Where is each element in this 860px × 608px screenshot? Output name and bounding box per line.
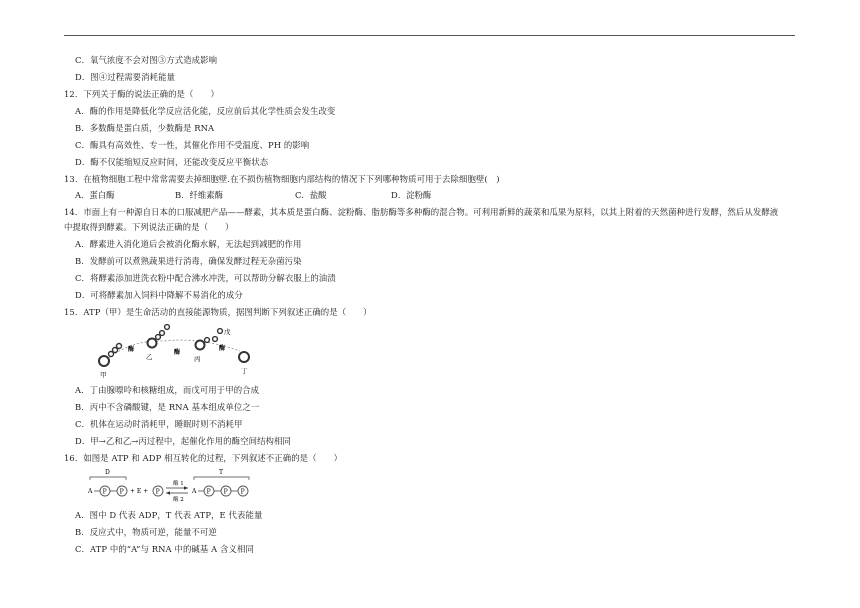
q16-left-a: A: [88, 488, 93, 495]
q16-enzyme-2: 酶 2: [173, 497, 184, 503]
q14-option-d: D．可将酵素加入饲料中降解不易消化的成分: [75, 290, 243, 300]
q11-option-d: D．图④过程需要消耗能量: [75, 72, 176, 82]
q15-label-enzyme-2: 酶: [174, 349, 181, 356]
q16-label-d: D: [105, 469, 110, 476]
q13-option-c: C．盐酸: [295, 190, 327, 200]
q16-right-p-3: P: [240, 488, 245, 496]
q16-left-p-1: P: [102, 488, 107, 496]
q14-stem-line2: 中提取得到酵素。下列说法正确的是（ ）: [64, 222, 234, 232]
q12-option-d: D．酶不仅能缩短反应时间，还能改变反应平衡状态: [75, 157, 269, 167]
q15-option-b: B．丙中不含磷酸键，是 RNA 基本组成单位之一: [75, 402, 260, 412]
q16-option-b: B．反应式中，物质可逆，能量不可逆: [75, 527, 217, 537]
q13-stem: 13．在植物细胞工程中常常需要去掉细胞壁.在不损伤植物细胞内部结构的情况下下列哪种物质可用于去除细胞壁( ): [64, 174, 500, 184]
q16-plus-e: + E +: [130, 488, 149, 495]
q13-option-d: D．淀粉酶: [391, 190, 432, 200]
q12-stem: 12．下列关于酶的说法正确的是（ ）: [64, 89, 219, 99]
q15-label-ding: 丁: [241, 367, 248, 375]
q16-option-c: C．ATP 中的“A”与 RNA 中的碱基 A 含义相同: [75, 544, 254, 554]
q16-right-a: A: [192, 488, 197, 495]
q15-label-yi: 乙: [146, 353, 153, 361]
q15-molecule-ding: [239, 352, 249, 362]
q14-option-b: B．发酵前可以煮熟蔬果进行消毒，确保发酵过程无杂菌污染: [75, 256, 302, 266]
q12-option-c: C．酶具有高效性、专一性，其催化作用不受温度、PH 的影响: [75, 140, 310, 150]
q16-right-p-2: P: [223, 488, 228, 496]
q16-label-t: T: [219, 469, 224, 476]
q15-molecule-jia: [99, 344, 122, 367]
q13-option-a: A．蛋白酶: [75, 190, 115, 200]
q15-label-wu: 戊: [224, 328, 231, 336]
q16-free-p: P: [155, 488, 160, 496]
q14-option-a: A．酵素进入消化道后会被消化酶水解，无法起到减肥的作用: [75, 239, 302, 249]
q16-stem: 16．如图是 ATP 和 ADP 相互转化的过程，下列叙述不正确的是（ ）: [64, 453, 343, 463]
q15-option-d: D．甲→乙和乙→丙过程中，起催化作用的酶空间结构相同: [75, 436, 291, 446]
q15-option-c: C．机体在运动时消耗甲，睡眠时则不消耗甲: [75, 419, 243, 429]
q12-option-b: B．多数酶是蛋白质，少数酶是 RNA: [75, 123, 215, 133]
q13-options: [75, 190, 431, 201]
q14-stem-line1: 14．市面上有一种源自日本的口服减肥产品——酵素，其本质是蛋白酶、淀粉酶、脂肪酶等多种酶的混合物。可利用新鲜的蔬菜和瓜果为原料，以其上附着的天然菌种进行发酵，然后从发酵液: [64, 207, 779, 217]
q15-label-bing: 丙: [194, 355, 201, 363]
q16-left-p-2: P: [119, 488, 124, 496]
q15-atp-diagram: [90, 321, 260, 381]
header-rule: [64, 35, 795, 36]
q16-bracket-d: [90, 477, 126, 480]
q15-molecule-yi: [148, 325, 170, 348]
q15-label-enzyme-1: 酶: [128, 346, 135, 353]
q16-atp-adp-diagram: [86, 468, 261, 504]
q11-option-c: C．氧气浓度不会对图③方式造成影响: [75, 55, 218, 65]
q15-stem: 15．ATP（甲）是生命活动的直接能源物质，据图判断下列叙述正确的是（ ）: [64, 307, 372, 317]
q14-option-c: C．将酵素添加进洗衣粉中配合沸水冲洗，可以帮助分解衣服上的油渍: [75, 273, 336, 283]
q12-option-a: A．酶的作用是降低化学反应活化能，反应前后其化学性质会发生改变: [75, 106, 336, 116]
q15-label-enzyme-3: 酶: [219, 345, 226, 352]
q16-enzyme-1: 酶 1: [173, 481, 184, 487]
q13-option-b: B．纤维素酶: [175, 190, 224, 200]
q16-bracket-t: [194, 477, 249, 480]
q15-label-jia: 甲: [100, 371, 107, 379]
q15-option-a: A．丁由腺嘌呤和核糖组成，而戊可用于甲的合成: [75, 385, 260, 395]
q16-right-p-1: P: [206, 488, 211, 496]
q16-option-a: A．图中 D 代表 ADP，T 代表 ATP，E 代表能量: [75, 510, 263, 520]
